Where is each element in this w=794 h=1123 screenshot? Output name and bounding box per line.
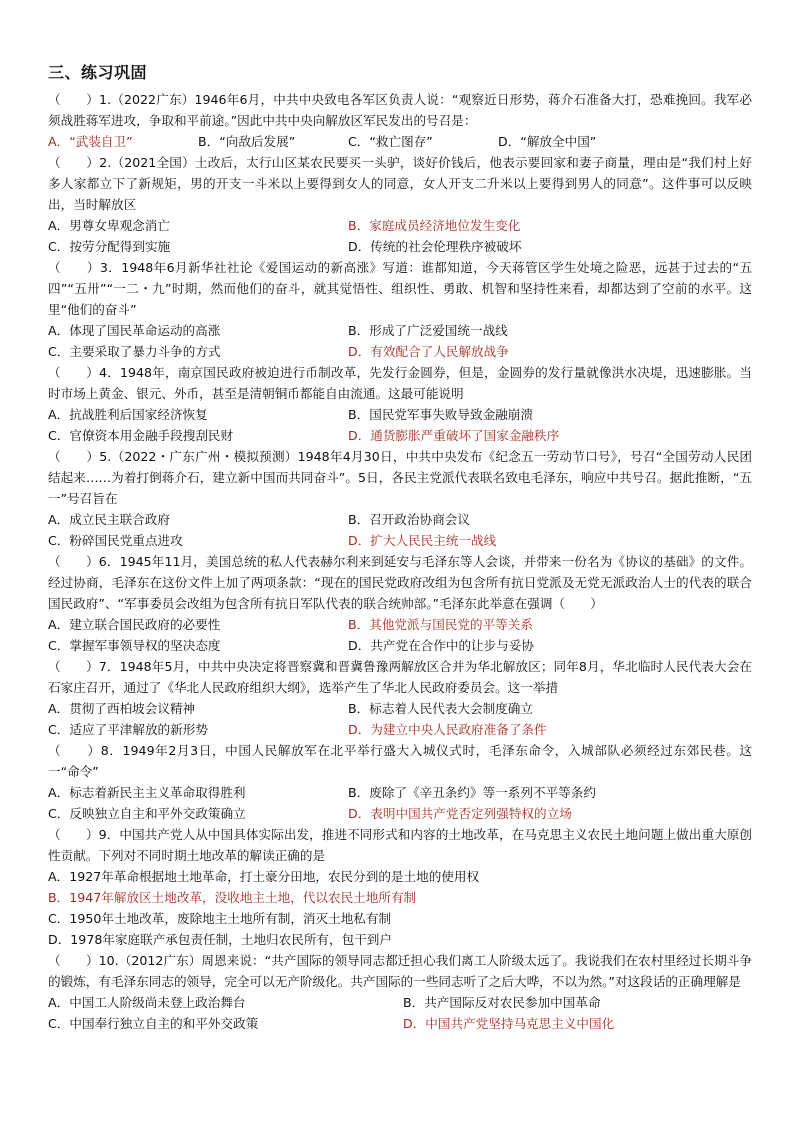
option-b: B．标志着人民代表大会制度确立 <box>348 701 533 716</box>
options-group <box>48 404 752 446</box>
option-c: C．官僚资本用金融手段搜刮民财 <box>48 428 234 443</box>
options-group <box>48 866 752 950</box>
option-b: B．共产国际反对农民参加中国革命 <box>403 995 601 1010</box>
options-group <box>48 992 752 1034</box>
option-a: A．男尊女卑观念消亡 <box>48 218 170 233</box>
option-c: C．反映独立自主和平外交政策确立 <box>48 806 246 821</box>
option-c: C．粉碎国民党重点进攻 <box>48 533 183 548</box>
option-b: B．“向敌后发展” <box>198 134 296 149</box>
option-c: C．掌握军事领导权的坚决态度 <box>48 638 221 653</box>
option-c: C．按劳分配得到实施 <box>48 239 171 254</box>
options-group <box>48 320 752 362</box>
option-d: D．共产党在合作中的让步与妥协 <box>348 638 535 653</box>
option-b: B．废除了《辛丑条约》等一系列不平等条约 <box>348 785 596 800</box>
question-item <box>48 824 752 950</box>
option-a: A．标志着新民主主义革命取得胜利 <box>48 785 246 800</box>
option-d: D．通货膨胀严重破坏了国家金融秩序 <box>348 428 560 443</box>
option-b: B．1947年解放区土地改革，没收地主土地，代以农民土地所有制 <box>48 890 417 905</box>
question-stem: （ ）5.（2022・广东广州・模拟预测）1948年4月30日，中共中央发布《纪念五一劳动节口号》，号召“全国劳动人民团结起来……为着打倒蒋介石，建立新中国而共同奋斗”。5日，各民主党派代表联名致电毛泽东，响应中共号召。据此推断，“五一”号召旨在 <box>48 449 752 506</box>
question-stem: （ ）10.（2012广东）周恩来说：“共产国际的领导同志都迁担心我们离工人阶级太远了。我说我们在农村里经过长期斗争的锻炼，有毛泽东同志的领导，完全可以无产阶级化。共产国际的一些同志听了之后大哗，不以为然。”对这段话的正确理解是 <box>48 953 752 989</box>
section-title: 三、练习巩固 <box>48 63 148 82</box>
option-c: C．中国奉行独立自主的和平外交政策 <box>48 1016 259 1031</box>
option-c: C．1950年土地改革，废除地主土地所有制，消灭土地私有制 <box>48 911 392 926</box>
option-d: D．有效配合了人民解放战争 <box>348 344 509 359</box>
question-stem: （ ）8．1949年2月3日，中国人民解放军在北平举行盛大入城仪式时，毛泽东命令，入城部队必须经过东郊民巷。这一“命令” <box>48 743 752 779</box>
options-group <box>48 131 752 152</box>
option-a: A．抗战胜利后国家经济恢复 <box>48 407 208 422</box>
option-a: A．中国工人阶级尚未登上政治舞台 <box>48 995 246 1010</box>
option-b: B．其他党派与国民党的平等关系 <box>348 617 533 632</box>
question-stem: （ ）3．1948年6月新华社社论《爱国运动的新高涨》写道：谁都知道，今天蒋管区学生处境之险恶，远甚于过去的“五四”“五卅”“一二・九”时期，然而他们的奋斗，就其觉悟性、组织性、勇敢、机智和坚持性来看，却都达到了空前的水平。这里“他们的奋斗” <box>48 260 752 317</box>
option-d: D．传统的社会伦理秩序被破坏 <box>348 239 522 254</box>
question-stem: （ ）1.（2022广东）1946年6月，中共中央致电各军区负责人说：“观察近日形势，蒋介石准备大打，恐难挽回。我军必须战胜蒋军进攻，争取和平前途。”因此中共中央向解放区军民发出的号召是： <box>48 92 752 128</box>
option-b: B．形成了广泛爱国统一战线 <box>348 323 508 338</box>
option-c: C．适应了平津解放的新形势 <box>48 722 208 737</box>
option-a: A．成立民主联合政府 <box>48 512 170 527</box>
option-b: B．召开政治协商会议 <box>348 512 470 527</box>
option-c: C．“救亡图存” <box>348 134 433 149</box>
options-group <box>48 509 752 551</box>
option-d: D．扩大人民民主统一战线 <box>348 533 497 548</box>
options-group <box>48 614 752 656</box>
option-a: A．1927年革命根据地土地革命，打土豪分田地，农民分到的是土地的使用权 <box>48 869 480 884</box>
option-d: D．1978年家庭联产承包责任制，土地归农民所有，包干到户 <box>48 932 392 947</box>
option-a: A．建立联合国民政府的必要性 <box>48 617 221 632</box>
question-item <box>48 257 752 362</box>
option-b: B．国民党军事失败导致金融崩溃 <box>348 407 533 422</box>
option-d: D．“解放全中国” <box>498 134 597 149</box>
question-item <box>48 740 752 824</box>
option-d: D．中国共产党坚持马克思主义中国化 <box>403 1016 615 1031</box>
option-a: A．“武装自卫” <box>48 134 133 149</box>
options-group <box>48 215 752 257</box>
question-stem: （ ）2.（2021全国）土改后，太行山区某农民要买一头驴，谈好价钱后，他表示要回家和妻子商量，理由是“我们村上好多人家都立下了新规矩，男的开支一斗米以上要得到女人的同意，女人开支二升米以上要得到男人的同意”。这件事可以反映出，当时解放区 <box>48 155 752 212</box>
option-a: A．体现了国民革命运动的高涨 <box>48 323 221 338</box>
question-stem: （ ）4．1948年，南京国民政府被迫进行币制改革，先发行金圆券，但是，金圆券的发行量就像洪水决堤，迅速膨胀。当时市场上黄金、银元、外币，甚至是清朝铜币都能自由流通。这最可能说明 <box>48 365 752 401</box>
question-item <box>48 152 752 257</box>
option-d: D．为建立中央人民政府准备了条件 <box>348 722 547 737</box>
question-stem: （ ）6．1945年11月，美国总统的私人代表赫尔利来到延安与毛泽东等人会谈，并带来一份名为《协议的基础》的文件。经过协商，毛泽东在这份文件上加了两项条款：“现在的国民党政府改组为包含所有抗日党派及无党无派政治人士的代表的联合国民政府”、“军事委员会改组为包含所有抗日军队代表的联合统帅部。”毛泽东此举意在强调（ ） <box>48 554 752 611</box>
question-stem: （ ）7．1948年5月，中共中央决定将晋察冀和晋冀鲁豫两解放区合并为华北解放区；同年8月，华北临时人民代表大会在石家庄召开，通过了《华北人民政府组织大纲》，选举产生了华北人民政府委员会。这一举措 <box>48 659 752 695</box>
question-item <box>48 656 752 740</box>
options-group <box>48 698 752 740</box>
options-group <box>48 782 752 824</box>
question-item <box>48 89 752 152</box>
question-stem: （ ）9．中国共产党人从中国具体实际出发，推进不同形式和内容的土地改革，在马克思主义农民土地问题上做出重大原创性贡献。下列对不同时期土地改革的解读正确的是 <box>48 827 752 863</box>
question-item <box>48 362 752 446</box>
option-d: D．表明中国共产党否定列强特权的立场 <box>348 806 572 821</box>
option-c: C．主要采取了暴力斗争的方式 <box>48 344 221 359</box>
question-item <box>48 950 752 1034</box>
question-list <box>48 89 752 1034</box>
question-item <box>48 446 752 551</box>
option-a: A．贯彻了西柏坡会议精神 <box>48 701 196 716</box>
question-item <box>48 551 752 656</box>
option-b: B．家庭成员经济地位发生变化 <box>348 218 521 233</box>
